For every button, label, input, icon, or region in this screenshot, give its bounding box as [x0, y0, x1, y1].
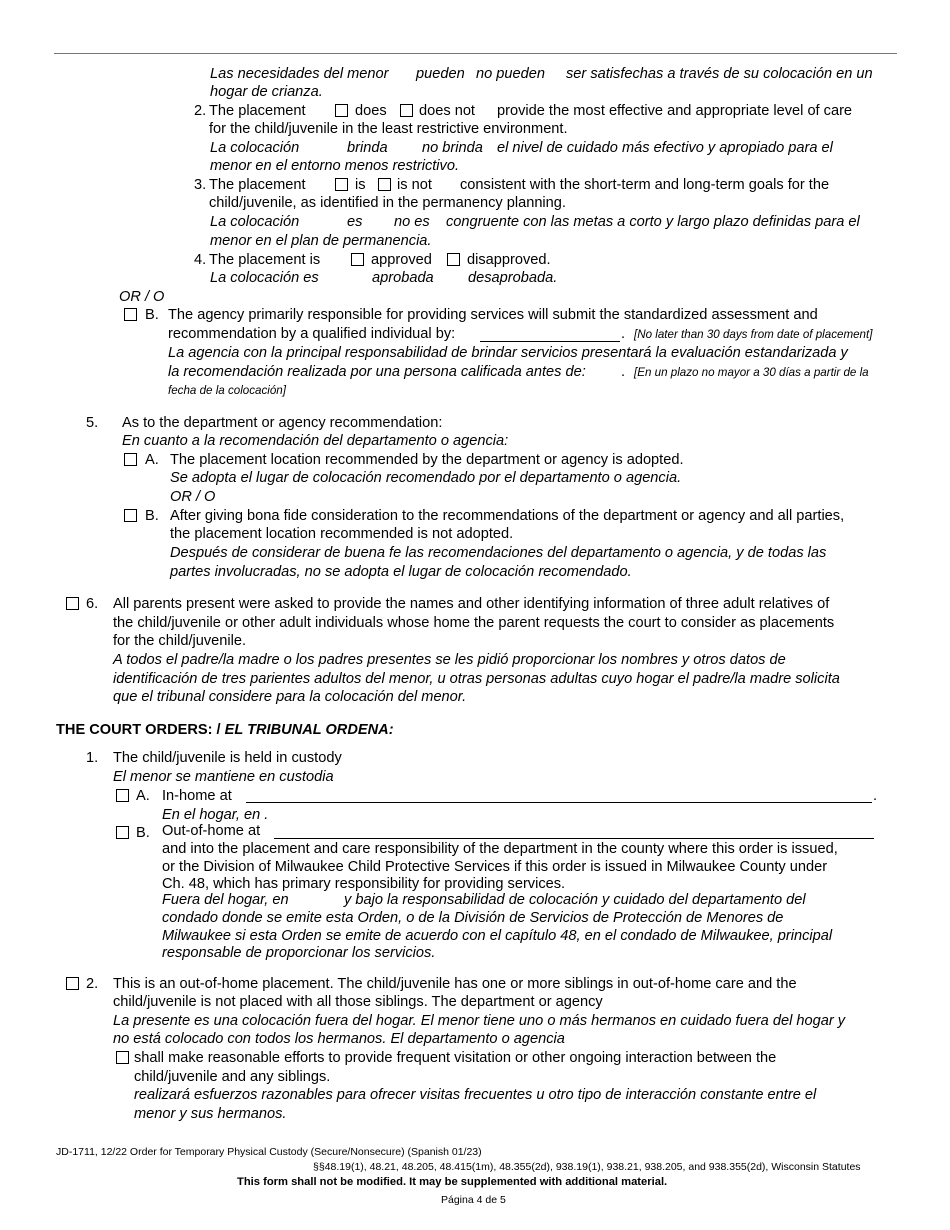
option-b-line1: The agency primarily responsible for providing services will submit the standardized assessment and — [168, 307, 818, 323]
order2-sub-line2: child/juvenile and any siblings. — [134, 1069, 331, 1085]
order2-line1: This is an out-of-home placement. The child/juvenile has one or more siblings in out-of-home care and the — [113, 976, 797, 992]
item6-line2: the child/juvenile or other adult individuals whose home the parent requests the court to consider as placements — [113, 615, 835, 631]
item4-disapproved-checkbox[interactable] — [447, 253, 460, 266]
item3-is-not-label: is not — [397, 177, 432, 193]
item5-line1: As to the department or agency recommendation: — [122, 415, 443, 431]
order1-b-line1: and into the placement and care responsibility of the department in the county where this order is issued, — [162, 841, 838, 857]
order1-b-line2: or the Division of Milwaukee Child Protective Services if this order is issued in Milwaukee County under — [162, 859, 828, 875]
item4-text-a: The placement is — [209, 252, 321, 268]
order1-b-es-4: responsable de proporcionar los servicios. — [162, 945, 436, 961]
order1-line1: The child/juvenile is held in custody — [113, 750, 342, 766]
order2-checkbox[interactable] — [66, 977, 79, 990]
item5-b-line1: After giving bona fide consideration to the recommendations of the department or agency and all parties, — [170, 508, 845, 524]
item3-is-checkbox[interactable] — [335, 178, 348, 191]
order1-b-line3: Ch. 48, which has primary responsibility for providing services. — [162, 876, 566, 892]
item6-line3: for the child/juvenile. — [113, 633, 247, 649]
needs-es-5: hogar de crianza. — [210, 84, 323, 100]
option-b-es-1: La agencia con la principal responsabilidad de brindar servicios presentará la evaluación estandarizada y — [168, 345, 848, 361]
item2-does-not-checkbox[interactable] — [400, 104, 413, 117]
order2-sub-es-1: realizará esfuerzos razonables para ofrecer visitas frecuentes u otro tipo de interacción constante entre el — [134, 1087, 817, 1103]
item3-is-label: is — [355, 177, 366, 193]
order2-es-2: no está colocado con todos los hermanos. El departamento o agencia — [113, 1031, 565, 1047]
item6-line1: All parents present were asked to provide the names and other identifying information of three adult relatives of — [113, 596, 830, 612]
order1-a-es: En el hogar, en . — [162, 807, 269, 823]
order1-b-text: Out-of-home at — [162, 823, 261, 839]
item6-es-1: A todos el padre/la madre o los padres presentes se les pidió proporcionar los nombres y otros datos de — [113, 652, 786, 668]
item3-is-not-checkbox[interactable] — [378, 178, 391, 191]
item5-a-checkbox[interactable] — [124, 453, 137, 466]
item2-es-5: menor en el entorno menos restrictivo. — [210, 158, 460, 174]
item6-es-2: identificación de tres parientes adultos del menor, u otras personas adultas cuyo hogar el padre/la madre solicita — [113, 671, 840, 687]
item5-b-label: B. — [145, 508, 159, 524]
item2-number: 2. — [194, 103, 207, 119]
order1-a-checkbox[interactable] — [116, 789, 129, 802]
order1-es-1: El menor se mantiene en custodia — [113, 769, 334, 785]
item4-approved-label: approved — [371, 252, 432, 268]
footer-notice: This form shall not be modified. It may be supplemented with additional material. — [237, 1176, 668, 1188]
item4-es-1: La colocación es — [210, 270, 319, 286]
item3-es-4: congruente con las metas a corto y largo plazo definidas para el — [446, 214, 860, 230]
in-home-location-field[interactable] — [246, 802, 872, 803]
item5-number: 5. — [86, 415, 99, 431]
item4-number: 4. — [194, 252, 207, 268]
assessment-date-field[interactable] — [480, 341, 620, 342]
option-b-note: [No later than 30 days from date of placement] — [634, 328, 873, 341]
item5-b-es-2: partes involucradas, no se adopta el lugar de colocación recomendado. — [170, 564, 632, 580]
item2-text-a: The placement — [209, 103, 306, 119]
item2-does-checkbox[interactable] — [335, 104, 348, 117]
order2-sub-line1: shall make reasonable efforts to provide frequent visitation or other ongoing interaction between the — [134, 1050, 777, 1066]
item3-es-3: no es — [394, 214, 430, 230]
item2-es-3: no brinda — [422, 140, 483, 156]
order1-number: 1. — [86, 750, 99, 766]
item3-number: 3. — [194, 177, 207, 193]
item3-text-c: child/juvenile, as identified in the permanency planning. — [209, 195, 566, 211]
court-orders-heading-en: THE COURT ORDERS: / — [56, 722, 225, 738]
order1-a-text: In-home at — [162, 788, 232, 804]
item2-es-4: el nivel de cuidado más efectivo y apropiado para el — [497, 140, 833, 156]
option-b-es-note: [En un plazo no mayor a 30 días a partir de la — [634, 366, 869, 379]
option-b-es-2: la recomendación realizada por una persona calificada antes de: — [168, 364, 586, 380]
option-b-es-dot: . — [621, 364, 626, 380]
item3-es-5: menor en el plan de permanencia. — [210, 233, 432, 249]
item3-es-2: es — [347, 214, 363, 230]
needs-es-4: ser satisfechas a través de su colocación en un — [566, 66, 873, 82]
out-of-home-location-field[interactable] — [274, 838, 874, 839]
option-b-line2: recommendation by a qualified individual by: — [168, 326, 456, 342]
option-b-label: B. — [145, 307, 159, 323]
item2-text-b: provide the most effective and appropriate level of care — [497, 103, 853, 119]
item4-disapproved-label: disapproved. — [467, 252, 551, 268]
item3-text-b: consistent with the short-term and long-term goals for the — [460, 177, 830, 193]
court-orders-heading-es: EL TRIBUNAL ORDENA: — [224, 722, 394, 738]
order2-sub-es-2: menor y sus hermanos. — [134, 1106, 287, 1122]
item3-es-1: La colocación — [210, 214, 300, 230]
item2-does-not-label: does not — [419, 103, 475, 119]
court-orders-heading — [56, 721, 394, 739]
or-separator-2: OR / O — [170, 489, 216, 505]
option-b-es-note-2: fecha de la colocación] — [168, 384, 286, 397]
option-b-checkbox[interactable] — [124, 308, 137, 321]
item6-number: 6. — [86, 596, 99, 612]
or-separator-1: OR / O — [119, 289, 165, 305]
item5-a-es: Se adopta el lugar de colocación recomendado por el departamento o agencia. — [170, 470, 682, 486]
sibling-visitation-checkbox[interactable] — [116, 1051, 129, 1064]
footer-page-number: Página 4 de 5 — [441, 1194, 506, 1206]
footer-statutes: §§48.19(1), 48.21, 48.205, 48.415(1m), 48.355(2d), 938.19(1), 938.21, 938.205, and 938.355(2d), Wisconsin Statutes — [313, 1161, 861, 1173]
item6-checkbox[interactable] — [66, 597, 79, 610]
order2-number: 2. — [86, 976, 99, 992]
item2-es-2: brinda — [347, 140, 388, 156]
order1-a-label: A. — [136, 788, 150, 804]
item5-a-line: The placement location recommended by the department or agency is adopted. — [170, 452, 684, 468]
item5-b-line2: the placement location recommended is not adopted. — [170, 526, 514, 542]
item5-b-checkbox[interactable] — [124, 509, 137, 522]
order1-b-es-3: Milwaukee si esta Orden se emite de acuerdo con el capítulo 48, en el condado de Milwaukee, principal — [162, 928, 833, 944]
order1-b-es-2: condado donde se emite esta Orden, o de la División de Servicios de Protección de Menores de — [162, 910, 784, 926]
item5-a-label: A. — [145, 452, 159, 468]
item2-es-1: La colocación — [210, 140, 300, 156]
option-b-dot: . — [621, 326, 626, 342]
item2-text-c: for the child/juvenile in the least restrictive environment. — [209, 121, 568, 137]
order1-b-label: B. — [136, 825, 150, 841]
order1-b-es-1a: Fuera del hogar, en — [162, 892, 289, 908]
item5-b-es-1: Después de considerar de buena fe las recomendaciones del departamento o agencia, y de todas las — [170, 545, 827, 561]
needs-es-1: Las necesidades del menor — [210, 66, 389, 82]
item5-es-1: En cuanto a la recomendación del departamento o agencia: — [122, 433, 509, 449]
order1-b-checkbox[interactable] — [116, 826, 129, 839]
footer-form-id: JD-1711, 12/22 Order for Temporary Physical Custody (Secure/Nonsecure) (Spanish 01/23) — [56, 1146, 482, 1158]
item3-text-a: The placement — [209, 177, 306, 193]
item4-es-3: desaprobada. — [468, 270, 558, 286]
item2-does-label: does — [355, 103, 387, 119]
order2-es-1: La presente es una colocación fuera del hogar. El menor tiene uno o más hermanos en cuidado fuera del hogar y — [113, 1013, 846, 1029]
top-rule — [54, 53, 897, 54]
order1-b-es-1b: y bajo la responsabilidad de colocación y cuidado del departamento del — [344, 892, 806, 908]
item6-es-3: que el tribunal considere para la colocación del menor. — [113, 689, 467, 705]
order2-line2: child/juvenile is not placed with all those siblings. The department or agency — [113, 994, 603, 1010]
needs-es-3: no pueden — [476, 66, 545, 82]
item4-es-2: aprobada — [372, 270, 434, 286]
needs-es-2: pueden — [416, 66, 465, 82]
order1-a-dot: . — [873, 788, 878, 804]
item4-approved-checkbox[interactable] — [351, 253, 364, 266]
